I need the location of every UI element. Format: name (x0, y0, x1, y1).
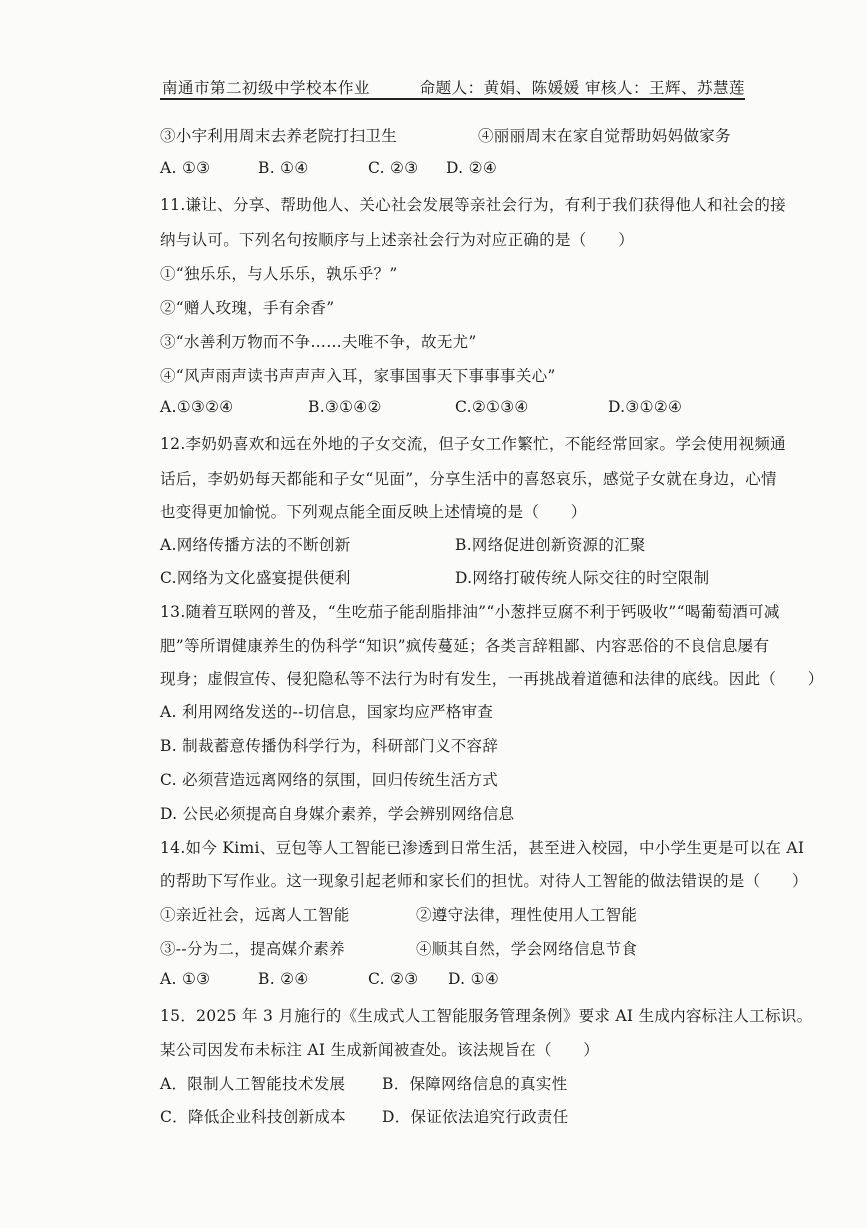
q14-option-d: D. ①④ (448, 970, 500, 988)
q13-option-c: C. 必须营造远离网络的氛围，回归传统生活方式 (160, 771, 499, 789)
q14-item-2: ②遵守法律，理性使用人工智能 (416, 906, 638, 924)
q15-option-c: C．降低企业科技创新成本 (160, 1108, 346, 1126)
q15-option-b: B．保障网络信息的真实性 (382, 1075, 568, 1093)
q11-stem-line-1: 11.谦让、分享、帮助他人、关心社会发展等亲社会行为，有利于我们获得他人和社会的接 (160, 196, 786, 214)
q11-option-d: D.③①②④ (608, 398, 683, 416)
page-header (160, 74, 745, 100)
q11-item-1: ①“独乐乐，与人乐乐，孰乐乎？” (160, 265, 398, 283)
q12-option-b: B.网络促进创新资源的汇聚 (455, 536, 646, 554)
q14-option-b: B. ②④ (258, 970, 309, 988)
q12-option-c: C.网络为文化盛宴提供便利 (160, 569, 351, 587)
q15-stem-line-2: 某公司因发布未标注 AI 生成新闻被查处。该法规旨在（ ） (160, 1041, 600, 1059)
q12-stem-line-2: 话后，李奶奶每天都能和子女“见面”，分享生活中的喜怒哀乐，感觉子女就在身边，心情 (160, 470, 777, 488)
q13-stem-line-2: 肥”等所谓健康养生的伪科学“知识”疯传蔓延；各类言辞粗鄙、内容恶俗的不良信息屡有 (160, 637, 770, 655)
q14-items-row-1 (160, 903, 638, 925)
q15-stem-line-1: 15．2025 年 3 月施行的《生成式人工智能服务管理条例》要求 AI 生成内容标注人工标识。 (160, 1007, 813, 1025)
q14-stem-line-2: 的帮助下写作业。这一现象引起老师和家长们的担忧。对待人工智能的做法错误的是（ ） (160, 872, 808, 890)
q14-item-3: ③--分为二，提高媒介素养 (160, 940, 345, 958)
q10-option-b: B. ①④ (258, 159, 309, 177)
q11-stem-line-2: 纳与认可。下列名句按顺序与上述亲社会行为对应正确的是（ ） (160, 231, 635, 249)
q11-option-a: A.①③②④ (160, 398, 234, 416)
q10-item-4: ④丽丽周末在家自觉帮助妈妈做家务 (478, 127, 731, 145)
q11-option-c: C.②①③④ (455, 398, 529, 416)
school-title: 南通市第二初级中学校本作业 (162, 79, 371, 97)
q15-option-d: D．保证依法追究行政责任 (382, 1108, 569, 1126)
q15-option-a: A．限制人工智能技术发展 (160, 1075, 346, 1093)
q12-option-d: D.网络打破传统人际交往的时空限制 (455, 569, 710, 587)
q11-item-3: ③“水善利万物而不争……夫唯不争，故无尤” (160, 333, 477, 351)
q10-option-a: A. ①③ (160, 159, 211, 177)
q14-option-c: C. ②③ (368, 970, 419, 988)
q10-item-3: ③小宇利用周末去养老院打扫卫生 (160, 127, 398, 145)
q12-option-a: A.网络传播方法的不断创新 (160, 536, 351, 554)
q14-option-a: A. ①③ (160, 970, 211, 988)
q10-option-d: D. ②④ (446, 159, 498, 177)
q14-stem-line-1: 14.如今 Kimi、豆包等人工智能已渗透到日常生活，甚至进入校园，中小学生更是可以在 AI (160, 839, 805, 857)
q13-option-b: B. 制裁蓄意传播伪科学行为，科研部门义不容辞 (160, 737, 499, 755)
q11-option-b: B.③①④② (308, 398, 382, 416)
q13-option-d: D. 公民必须提高自身媒介素养，学会辨别网络信息 (160, 805, 515, 823)
author-credits: 命题人：黄娟、陈媛媛 审核人：王辉、苏慧莲 (419, 79, 745, 97)
q11-item-2: ②“赠人玫瑰，手有余香” (160, 299, 335, 317)
q12-stem-line-1: 12.李奶奶喜欢和远在外地的子女交流，但子女工作繁忙，不能经常回家。学会使用视频通 (160, 435, 786, 453)
q14-item-1: ①亲近社会，远离人工智能 (160, 906, 350, 924)
q12-stem-line-3: 也变得更加愉悦。下列观点能全面反映上述情境的是（ ） (160, 503, 587, 521)
q13-option-a: A. 利用网络发送的--切信息，国家均应严格审查 (160, 703, 494, 721)
q10-items-row (160, 124, 731, 146)
q10-option-c: C. ②③ (368, 159, 419, 177)
q13-stem-line-3: 现身；虚假宣传、侵犯隐私等不法行为时有发生，一再挑战着道德和法律的底线。因此（ ） (160, 670, 824, 688)
q14-items-row-2 (160, 937, 638, 959)
q11-item-4: ④“风声雨声读书声声声入耳，家事国事天下事事事关心” (160, 367, 556, 385)
q13-stem-line-1: 13.随着互联网的普及，“生吃茄子能刮脂排油”“小葱拌豆腐不利于钙吸收”“喝葡萄酒可减 (160, 603, 780, 621)
q14-item-4: ④顺其自然，学会网络信息节食 (416, 940, 638, 958)
